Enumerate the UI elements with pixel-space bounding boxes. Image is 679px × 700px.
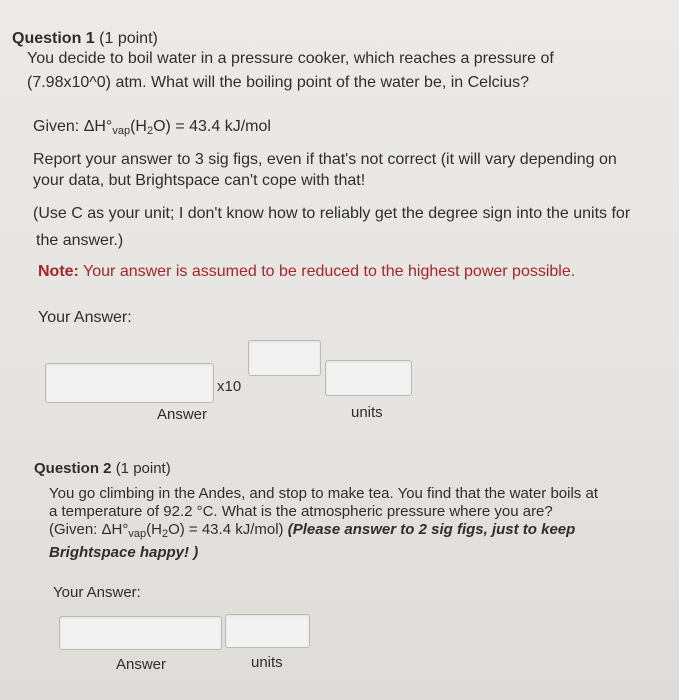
q2-units-input[interactable] <box>225 614 310 648</box>
q1-given: Given: $\Delta H^\circ_{vap}(H_2O) = 43.4$ kJ/mol <box>33 118 271 137</box>
note-label: Note: <box>38 263 79 280</box>
q2-text-line3: (Given: $\Delta H^\circ_{vap}(H_2O) = 43.4$ kJ/mol) (Please answer to 2 sig figs, just to keep <box>49 521 576 540</box>
q1-report-line1: Report your answer to 3 sig figs, even if that's not correct (it will vary depending on <box>33 151 617 168</box>
q1-your-answer-label: Your Answer: <box>38 309 132 326</box>
q2-units-label: units <box>251 654 283 671</box>
q1-use-line1: (Use C as your unit; I don't know how to reliably get the degree sign into the units for <box>33 205 631 222</box>
q2-answer-input[interactable] <box>59 616 222 650</box>
q1-report-line2: your data, but Brightspace can't cope with that! <box>33 172 366 189</box>
q1-use-line2: the answer.) <box>36 232 124 249</box>
q1-note <box>38 262 575 281</box>
q1-title: Question 1 (1 point) <box>12 30 158 47</box>
q2-answer-label: Answer <box>116 656 167 673</box>
q2-title: Question 2 (1 point) <box>34 460 171 477</box>
q2-text-line1: You go climbing in the Andes, and stop to make tea. You find that the water boils at <box>49 485 598 502</box>
q2-text-line4: Brightspace happy! ) <box>49 544 199 561</box>
q1-answer-input[interactable] <box>45 363 214 403</box>
q1-text-line2: (7.98x10^0) atm. What will the boiling point of the water be, in Celcius? <box>27 74 529 91</box>
q2-text-line2: a temperature of 92.2 °C. What is the atmospheric pressure where you are? <box>49 503 553 520</box>
q1-answer-label: Answer <box>157 406 208 423</box>
q1-exponent-input[interactable] <box>248 340 321 376</box>
q2-your-answer-label: Your Answer: <box>53 584 141 601</box>
q1-units-label: units <box>351 404 383 421</box>
q1-x10-label: x10 <box>217 378 242 395</box>
q1-units-input[interactable] <box>325 360 412 396</box>
note-text: Your answer is assumed to be reduced to the highest power possible. <box>78 263 576 280</box>
q1-text-line1: You decide to boil water in a pressure cooker, which reaches a pressure of <box>27 50 554 67</box>
